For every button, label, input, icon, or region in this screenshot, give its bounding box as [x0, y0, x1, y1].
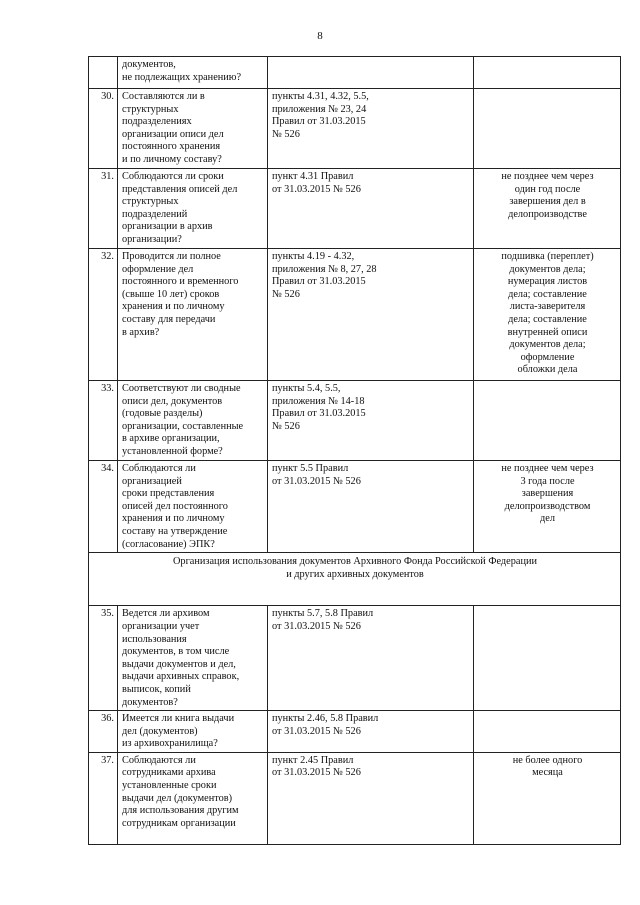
reference-cell [268, 381, 474, 461]
question-cell-line: Соответствуют ли сводные [122, 383, 241, 394]
checklist-table [88, 56, 621, 845]
question-cell [118, 381, 268, 461]
page-number: 8 [317, 30, 323, 42]
row-number: 30. [89, 89, 118, 169]
note-cell-line: подшивка (переплет) [501, 251, 594, 262]
reference-cell-line: пункт 5.5 Правил [272, 463, 349, 474]
question-cell-line: описей дел постоянного [122, 500, 228, 512]
question-cell-line: дел (документов) [122, 725, 198, 737]
table-row [89, 752, 621, 844]
question-cell [118, 606, 268, 711]
note-cell [474, 606, 621, 711]
question-cell-line: выдачи архивных справок, [122, 671, 240, 683]
note-cell [474, 752, 621, 844]
reference-cell [268, 89, 474, 169]
question-cell-line: составу на утверждение [122, 525, 228, 537]
question-cell-line: представления описей дел [122, 183, 238, 195]
question-cell-line: организации в архив [122, 221, 213, 233]
question-cell-line: структурных [122, 103, 179, 115]
note-cell-line: не позднее чем через [501, 171, 594, 182]
question-cell-line: подразделений [122, 208, 188, 220]
question-cell-line: (годовые разделы) [122, 408, 203, 420]
row-number: 32. [89, 249, 118, 381]
reference-cell-line: приложения № 8, 27, 28 [272, 263, 377, 275]
question-cell-line: сотрудниками архива [122, 767, 216, 779]
note-cell [474, 461, 621, 553]
question-cell [118, 461, 268, 553]
reference-cell-line: от 31.03.2015 № 526 [272, 475, 361, 487]
question-cell-line: оформление дел [122, 263, 194, 275]
question-cell-line: Соблюдаются ли сроки [122, 171, 224, 182]
question-cell-line: составу для передачи [122, 313, 216, 325]
question-cell-line: (свыше 10 лет) сроков [122, 288, 220, 300]
question-cell-line: организации описи дел [122, 128, 224, 140]
question-cell-line: документов? [122, 696, 178, 708]
checklist-table-body [89, 57, 621, 845]
note-cell-line: документов дела; [509, 263, 586, 275]
reference-cell [268, 606, 474, 711]
row-number: 35. [89, 606, 118, 711]
table-row [89, 169, 621, 249]
note-cell-line: дела; составление [508, 313, 587, 325]
question-cell-line: Соблюдаются ли [122, 463, 196, 474]
reference-cell-line: № 526 [272, 420, 300, 432]
question-cell-line: Имеется ли книга выдачи [122, 713, 235, 725]
row-number: 37. [89, 752, 118, 844]
reference-cell [268, 711, 474, 753]
note-cell-line: завершения [521, 488, 574, 500]
question-cell [118, 249, 268, 381]
table-row [89, 461, 621, 553]
note-cell-line: обложки дела [517, 364, 578, 376]
reference-cell-line: № 526 [272, 128, 300, 140]
table-row [89, 711, 621, 753]
question-cell [118, 89, 268, 169]
reference-cell [268, 249, 474, 381]
note-cell-line: делопроизводством [504, 500, 591, 512]
section-heading-line: и других архивных документов [286, 568, 424, 580]
row-number: 33. [89, 381, 118, 461]
question-cell-line: организацией [122, 475, 182, 487]
section-heading-line: Организация использования документов Архивного Фонда Российской Федерации [173, 556, 537, 568]
question-cell-line: не подлежащих хранению? [122, 71, 242, 83]
note-cell-line: делопроизводстве [508, 208, 587, 220]
question-cell-line: установленные сроки [122, 780, 217, 792]
note-cell-line: один год после [514, 183, 581, 195]
question-cell-line: постоянного хранения [122, 141, 221, 153]
reference-cell [268, 169, 474, 249]
reference-cell-line: от 31.03.2015 № 526 [272, 183, 361, 195]
note-cell-line: не позднее чем через [501, 463, 594, 474]
question-cell-line: сроки представления [122, 488, 215, 500]
question-cell-line: сотрудникам организации [122, 817, 236, 829]
row-number [89, 57, 118, 89]
reference-cell-line: от 31.03.2015 № 526 [272, 767, 361, 779]
reference-cell-line: пункты 2.46, 5.8 Правил [272, 713, 379, 725]
question-cell-line: (согласование) ЭПК? [122, 538, 215, 550]
question-cell-line: организации учет [122, 620, 200, 632]
reference-cell-line: пункты 5.4, 5.5, [272, 383, 341, 394]
question-cell-line: подразделениях [122, 116, 192, 128]
question-cell-line: Составляются ли в [122, 91, 205, 102]
section-heading [89, 553, 621, 606]
note-cell-line: оформление [520, 351, 575, 363]
note-cell-line: документов дела; [509, 339, 586, 351]
note-cell-line: не более одного [512, 754, 583, 766]
reference-cell-line: пункт 4.31 Правил [272, 171, 354, 182]
reference-cell [268, 752, 474, 844]
table-row [89, 89, 621, 169]
row-number: 36. [89, 711, 118, 753]
question-cell-line: описи дел, документов [122, 395, 223, 407]
reference-cell-line: пункт 2.45 Правил [272, 754, 354, 766]
row-number: 34. [89, 461, 118, 553]
question-cell-line: организации? [122, 233, 182, 245]
reference-cell-line: от 31.03.2015 № 526 [272, 725, 361, 737]
question-cell-line: из архивохранилища? [122, 738, 218, 750]
reference-cell-line: приложения № 14-18 [272, 395, 365, 407]
section-row [89, 553, 621, 606]
reference-cell-line: Правил от 31.03.2015 [272, 408, 366, 420]
note-cell-line: завершения дел в [509, 196, 586, 208]
question-cell-line: Проводится ли полное [122, 251, 221, 262]
reference-cell-line: пункты 4.31, 4.32, 5.5, [272, 91, 369, 102]
note-cell [474, 381, 621, 461]
question-cell-line: Ведется ли архивом [122, 608, 210, 620]
note-cell [474, 57, 621, 89]
note-cell-line: месяца [532, 767, 563, 779]
question-cell [118, 752, 268, 844]
reference-cell-line: Правил от 31.03.2015 [272, 276, 366, 288]
question-cell [118, 169, 268, 249]
reference-cell [268, 461, 474, 553]
question-cell-line: выдачи дел (документов) [122, 792, 233, 804]
question-cell-line: структурных [122, 196, 179, 208]
note-cell-line: внутренней описи [507, 326, 588, 338]
question-cell-line: и по личному составу? [122, 153, 222, 165]
note-cell [474, 711, 621, 753]
note-cell [474, 249, 621, 381]
reference-cell-line: пункты 4.19 - 4.32, [272, 251, 355, 262]
reference-cell-line: приложения № 23, 24 [272, 103, 367, 115]
reference-cell [268, 57, 474, 89]
question-cell-line: хранения и по личному [122, 301, 225, 313]
question-cell-line: для использования другим [122, 805, 239, 817]
question-cell-line: документов, [122, 59, 176, 70]
question-cell-line: Соблюдаются ли [122, 754, 196, 766]
question-cell-line: выдачи документов и дел, [122, 658, 236, 670]
question-cell [118, 57, 268, 89]
question-cell [118, 711, 268, 753]
note-cell-line: нумерация листов [507, 276, 588, 288]
note-cell [474, 89, 621, 169]
question-cell-line: организации, составленные [122, 420, 244, 432]
table-row [89, 606, 621, 711]
reference-cell-line: Правил от 31.03.2015 [272, 116, 366, 128]
question-cell-line: в архив? [122, 326, 160, 338]
note-cell-line: дел [540, 513, 555, 525]
reference-cell-line: пункты 5.7, 5.8 Правил [272, 608, 374, 620]
question-cell-line: в архиве организации, [122, 433, 220, 445]
table-row [89, 57, 621, 89]
table-row [89, 249, 621, 381]
reference-cell-line: № 526 [272, 288, 300, 300]
note-cell [474, 169, 621, 249]
question-cell-line: документов, в том числе [122, 646, 230, 658]
note-cell-line: 3 года после [520, 475, 575, 487]
table-row [89, 381, 621, 461]
question-cell-line: постоянного и временного [122, 276, 239, 288]
row-number: 31. [89, 169, 118, 249]
note-cell-line: листа-заверителя [509, 301, 586, 313]
note-cell-line: дела; составление [508, 288, 587, 300]
question-cell-line: выписок, копий [122, 683, 191, 695]
question-cell-line: установленной форме? [122, 445, 223, 457]
reference-cell-line: от 31.03.2015 № 526 [272, 620, 361, 632]
question-cell-line: хранения и по личному [122, 513, 225, 525]
question-cell-line: использования [122, 633, 187, 645]
